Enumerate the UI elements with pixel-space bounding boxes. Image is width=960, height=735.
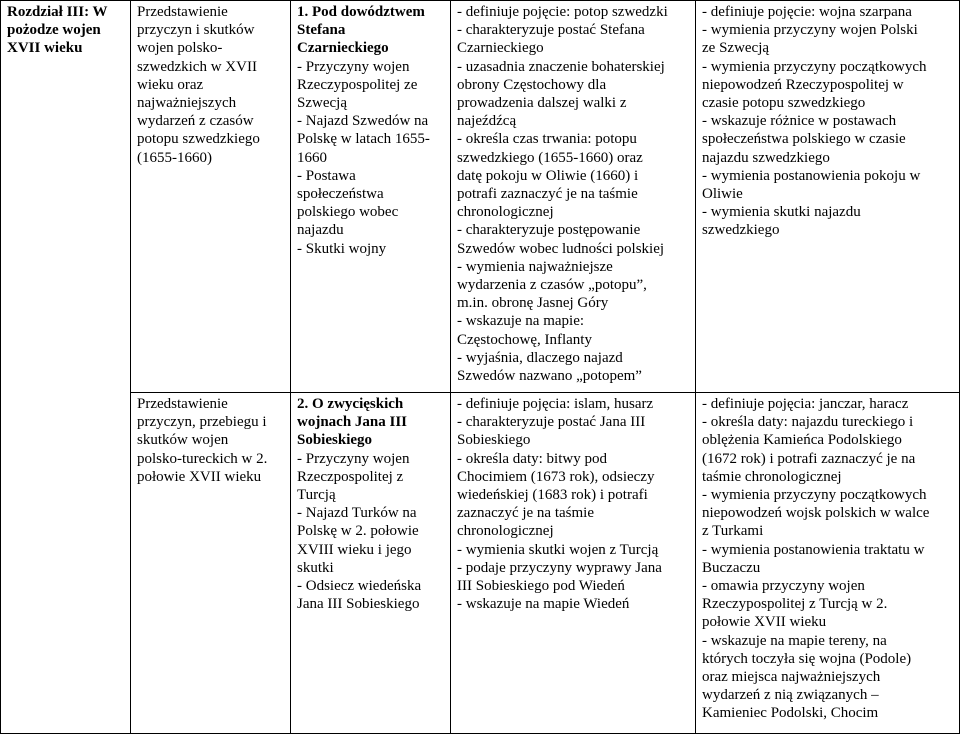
- requirement-line: Buczaczu: [702, 559, 761, 576]
- basic-requirements-cell: [451, 393, 696, 734]
- requirement-line: niepowodzeń wojsk polskich w walce: [702, 505, 930, 522]
- objective-line: polsko-tureckich w 2.: [137, 450, 268, 467]
- objective-line: (1655-1660): [137, 149, 212, 166]
- requirement-line: wydarzenia z czasów „potopu”,: [457, 277, 647, 294]
- section-title-cell: [1, 1, 131, 734]
- requirement-line: Częstochowę, Inflanty: [457, 331, 592, 348]
- requirement-line: Sobieskiego: [457, 432, 531, 449]
- objective-line: Przedstawienie: [137, 4, 228, 20]
- objective-line: połowie XVII wieku: [137, 468, 262, 485]
- requirement-line: ze Szwecją: [702, 40, 770, 57]
- requirement-line: III Sobieskiego pod Wiedeń: [457, 578, 625, 595]
- topic-item-line: - Odsiecz wiedeńska: [297, 578, 422, 595]
- extended-requirements-cell: [696, 393, 960, 734]
- requirement-line: - charakteryzuje postać Stefana: [457, 22, 645, 39]
- requirement-line: - wskazuje na mapie Wiedeń: [457, 596, 630, 613]
- requirement-line: - definiuje pojęcia: islam, husarz: [457, 396, 654, 412]
- objective-line: wydarzeń z czasów: [137, 113, 254, 130]
- requirement-line: - omawia przyczyny wojen: [702, 578, 865, 595]
- topic-item-line: Jana III Sobieskiego: [297, 596, 420, 613]
- topic-item-line: Polskę w 2. połowie: [297, 523, 419, 540]
- requirement-line: - definiuje pojęcie: wojna szarpana: [702, 4, 912, 20]
- topic-item-line: - Przyczyny wojen: [297, 58, 410, 75]
- topic-item-line: Rzeczpospolitej z: [297, 468, 404, 485]
- objective-line: skutków wojen: [137, 432, 229, 449]
- table-row: [1, 1, 960, 393]
- requirement-line: Rzeczypospolitej z Turcją w 2.: [702, 596, 888, 613]
- requirement-line: wiedeńskiej (1683 rok) i potrafi: [457, 487, 648, 504]
- requirement-line: - wymienia postanowienia pokoju w: [702, 167, 921, 184]
- requirement-line: Szwedów wobec ludności polskiej: [457, 240, 665, 257]
- topic-item-line: - Skutki wojny: [297, 240, 387, 257]
- topic-item-line: - Przyczyny wojen: [297, 450, 410, 467]
- topic-item-line: Rzeczypospolitej ze: [297, 76, 418, 93]
- requirement-line: - wskazuje na mapie tereny, na: [702, 632, 887, 649]
- topic-item-line: XVIII wieku i jego: [297, 541, 412, 558]
- topic-title-line: Stefana: [297, 22, 346, 39]
- requirement-line: z Turkami: [702, 523, 764, 540]
- topic-item-line: - Postawa: [297, 167, 356, 184]
- topic-cell: [291, 1, 451, 393]
- requirement-line: niepowodzeń Rzeczypospolitej w: [702, 76, 904, 93]
- requirement-line: taśmie chronologicznej: [702, 468, 842, 485]
- requirement-line: których toczyła się wojna (Podole): [702, 650, 912, 667]
- requirement-line: Szwedów nazwano „potopem”: [457, 368, 642, 385]
- objective-cell: [131, 393, 291, 734]
- section-title-line: XVII wieku: [7, 40, 83, 57]
- requirement-line: chronologicznej: [457, 204, 554, 221]
- requirement-line: - wymienia przyczyny początkowych: [702, 58, 927, 75]
- requirement-line: m.in. obronę Jasnej Góry: [457, 295, 609, 312]
- requirement-line: Czarnieckiego: [457, 40, 544, 57]
- requirement-line: - wskazuje różnice w postawach: [702, 113, 897, 130]
- objective-line: przyczyn, przebiegu i: [137, 414, 267, 431]
- requirement-line: - definiuje pojęcie: potop szwedzki: [457, 4, 668, 20]
- requirement-line: Oliwie: [702, 186, 743, 203]
- topic-item-line: skutki: [297, 559, 334, 576]
- requirement-line: (1672 rok) i potrafi zaznaczyć je na: [702, 450, 916, 467]
- requirement-line: społeczeństwa polskiego w czasie: [702, 131, 906, 148]
- requirement-line: - wyjaśnia, dlaczego najazd: [457, 349, 623, 366]
- requirement-line: - określa czas trwania: potopu: [457, 131, 637, 148]
- requirement-line: - charakteryzuje postać Jana III: [457, 414, 646, 431]
- topic-item-line: Szwecją: [297, 95, 347, 112]
- topic-item-line: polskiego wobec: [297, 204, 399, 221]
- topic-item-line: 1660: [297, 149, 327, 166]
- requirement-line: - uzasadnia znaczenie bohaterskiej: [457, 58, 665, 75]
- requirement-line: obrony Częstochowy dla: [457, 76, 607, 93]
- requirement-line: - wymienia skutki najazdu: [702, 204, 861, 221]
- requirement-line: najeźdźcą: [457, 113, 517, 130]
- requirement-line: - określa daty: bitwy pod: [457, 450, 607, 467]
- topic-title-line: wojnach Jana III: [297, 414, 408, 431]
- table-row: [1, 393, 960, 734]
- requirement-line: - wymienia postanowienia traktatu w: [702, 541, 925, 558]
- requirement-line: wydarzeń z nią związanych –: [702, 687, 879, 704]
- requirement-line: - wskazuje na mapie:: [457, 313, 585, 330]
- section-title-line: pożodze wojen: [7, 22, 101, 39]
- topic-item-line: - Najazd Turków na: [297, 505, 417, 522]
- requirement-line: Kamieniec Podolski, Chocim: [702, 705, 879, 722]
- topic-item-line: społeczeństwa: [297, 186, 384, 203]
- requirement-line: szwedzkiego: [702, 222, 780, 239]
- requirement-line: datę pokoju w Oliwie (1660) i: [457, 167, 639, 184]
- requirement-line: oblężenia Kamieńca Podolskiego: [702, 432, 902, 449]
- requirement-line: Chocimiem (1673 rok), odsieczy: [457, 468, 655, 485]
- objective-line: najważniejszych: [137, 95, 237, 112]
- requirement-line: prowadzenia dalszej walki z: [457, 95, 627, 112]
- objective-line: wieku oraz: [137, 76, 204, 93]
- topic-cell: [291, 393, 451, 734]
- requirement-line: zaznaczyć je na taśmie: [457, 505, 594, 522]
- objective-cell: [131, 1, 291, 393]
- topic-title-line: 2. O zwycięskich: [297, 396, 404, 412]
- objective-line: wojen polsko-: [137, 40, 223, 57]
- requirement-line: - wymienia najważniejsze: [457, 258, 613, 275]
- requirement-line: - określa daty: najazdu tureckiego i: [702, 414, 914, 431]
- topic-title-line: Sobieskiego: [297, 432, 373, 449]
- requirement-line: czasie potopu szwedzkiego: [702, 95, 866, 112]
- topic-title-line: Czarnieckiego: [297, 40, 389, 57]
- topic-item-line: Polskę w latach 1655-: [297, 131, 430, 148]
- section-title-line: Rozdział III: W: [7, 4, 108, 20]
- requirement-line: - definiuje pojęcia: janczar, haracz: [702, 396, 909, 412]
- requirement-line: oraz miejsca najważniejszych: [702, 669, 881, 686]
- topic-item-line: - Najazd Szwedów na: [297, 113, 429, 130]
- objective-line: potopu szwedzkiego: [137, 131, 260, 148]
- requirement-line: chronologicznej: [457, 523, 554, 540]
- topic-item-line: Turcją: [297, 487, 336, 504]
- objective-line: szwedzkich w XVII: [137, 58, 257, 75]
- topic-item-line: najazdu: [297, 222, 344, 239]
- objective-line: Przedstawienie: [137, 396, 228, 412]
- requirement-line: potrafi zaznaczyć je na taśmie: [457, 186, 638, 203]
- requirement-line: szwedzkiego (1655-1660) oraz: [457, 149, 643, 166]
- requirement-line: - podaje przyczyny wyprawy Jana: [457, 559, 662, 576]
- requirement-line: - wymienia skutki wojen z Turcją: [457, 541, 659, 558]
- extended-requirements-cell: [696, 1, 960, 393]
- requirement-line: - charakteryzuje postępowanie: [457, 222, 641, 239]
- objective-line: przyczyn i skutków: [137, 22, 255, 39]
- requirement-line: połowie XVII wieku: [702, 614, 827, 631]
- requirement-line: - wymienia przyczyny wojen Polski: [702, 22, 918, 39]
- topic-title-line: 1. Pod dowództwem: [297, 4, 425, 20]
- basic-requirements-cell: [451, 1, 696, 393]
- requirement-line: najazdu szwedzkiego: [702, 149, 830, 166]
- requirement-line: - wymienia przyczyny początkowych: [702, 487, 927, 504]
